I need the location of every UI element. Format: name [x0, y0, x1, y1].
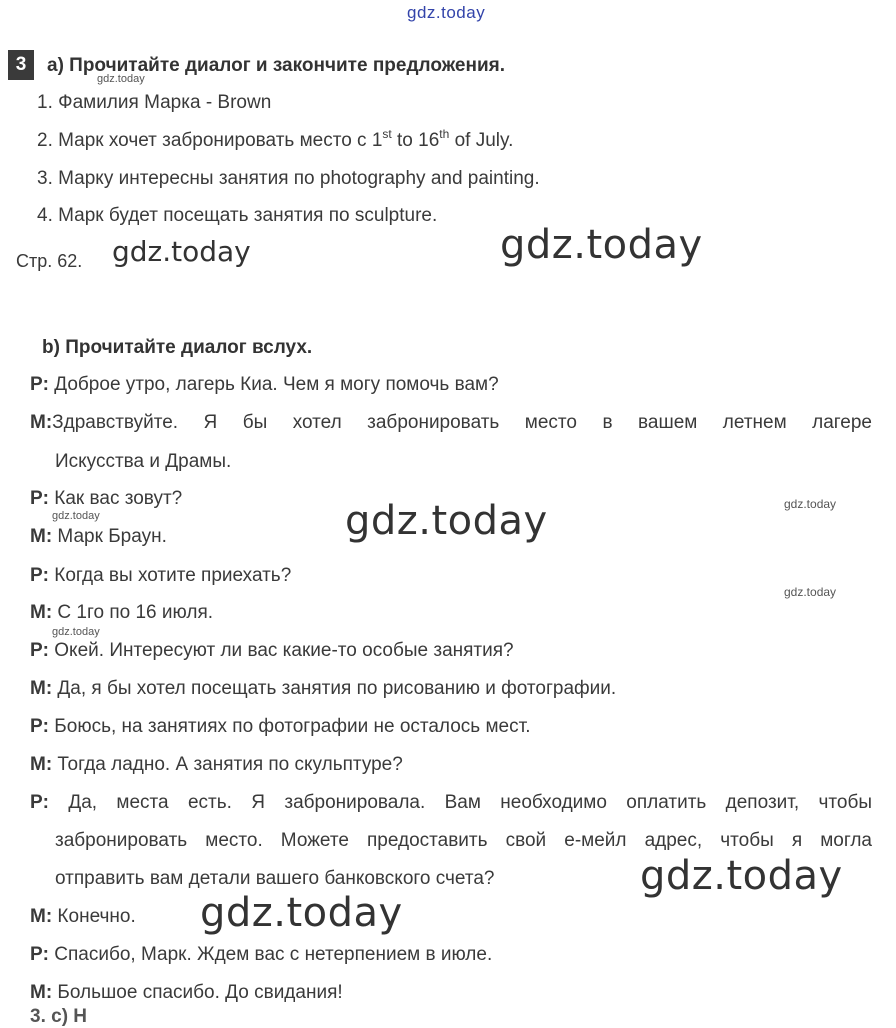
speaker-label: M: [30, 754, 53, 775]
dialogue-text: Тогда ладно. А занятия по скульптуре? [52, 754, 403, 775]
part-b-title: b) Прочитайте диалог вслух. [42, 337, 313, 358]
watermark-big: gdz.today [640, 853, 843, 899]
speaker-label: M: [30, 412, 53, 433]
watermark-small: gdz.today [52, 626, 100, 638]
dialogue-line [30, 716, 531, 738]
list-item-4: 4. Марк будет посещать занятия по sculpture. [37, 205, 438, 226]
dialogue-text: Доброе утро, лагерь Киа. Чем я могу помочь вам? [49, 374, 499, 395]
dialogue-line [30, 565, 291, 587]
speaker-label: P: [30, 944, 49, 965]
dialogue-line [30, 754, 403, 776]
watermark-small: gdz.today [52, 510, 100, 522]
list-item-2 [37, 127, 514, 152]
dialogue-text: Конечно. [52, 906, 136, 927]
dialogue-text: Боюсь, на занятиях по фотографии не осталось мест. [49, 716, 531, 737]
speaker-label: P: [30, 640, 49, 661]
dialogue-text: Здравствуйте. Я бы хотел забронировать место в вашем летнем лагере [52, 412, 872, 433]
watermark-small: gdz.today [784, 497, 837, 511]
dialogue-line [30, 678, 616, 700]
dialogue-line [30, 944, 492, 966]
dialogue-text: Окей. Интересуют ли вас какие-то особые занятия? [49, 640, 514, 661]
page-reference: Стр. 62. [16, 251, 83, 271]
speaker-label: M: [30, 906, 53, 927]
list-item-2-end: of July. [449, 130, 514, 151]
watermark-top: gdz.today [407, 3, 486, 22]
dialogue-text: Когда вы хотите приехать? [49, 565, 292, 586]
dialogue-text: С 1го по 16 июля. [52, 602, 214, 623]
speaker-label: P: [30, 374, 49, 395]
speaker-label: M: [30, 526, 53, 547]
speaker-label: P: [30, 792, 49, 813]
speaker-label: P: [30, 565, 49, 586]
speaker-label: P: [30, 716, 49, 737]
watermark-mid: gdz.today [112, 235, 251, 268]
watermark-big: gdz.today [500, 222, 703, 268]
dialogue-text: Спасибо, Марк. Ждем вас с нетерпением в июле. [49, 944, 493, 965]
dialogue-line [30, 374, 499, 396]
dialogue-line [30, 526, 167, 548]
dialogue-text: Да, я бы хотел посещать занятия по рисованию и фотографии. [52, 678, 617, 699]
dialogue-line [30, 640, 514, 662]
dialogue-line [30, 792, 872, 814]
dialogue-line-continuation: Искусства и Драмы. [55, 451, 232, 472]
dialogue-text: Марк Браун. [52, 526, 167, 547]
dialogue-line [30, 412, 872, 434]
dialogue-line [30, 488, 182, 510]
part-a-title: a) Прочитайте диалог и закончите предложения. [47, 55, 506, 76]
dialogue-line-continuation: забронировать место. Можете предоставить свой е-мейл адрес, чтобы я могла [55, 830, 872, 851]
dialogue-text: Большое спасибо. До свидания! [52, 982, 343, 1003]
dialogue-line [30, 982, 343, 1004]
speaker-label: M: [30, 982, 53, 1003]
watermark-big: gdz.today [200, 890, 403, 936]
list-item-2-mid: to 16 [391, 130, 440, 151]
exercise-number-badge: 3 [8, 50, 34, 80]
dialogue-line-continuation: отправить вам детали вашего банковского счета? [55, 868, 495, 889]
watermark-small: gdz.today [784, 585, 837, 599]
cut-off-text: 3. c) Н [30, 1006, 88, 1027]
watermark-small: gdz.today [97, 73, 145, 85]
dialogue-text: Как вас зовут? [49, 488, 183, 509]
list-item-1: 1. Фамилия Марка - Brown [37, 92, 272, 113]
dialogue-text: Да, места есть. Я забронировала. Вам необходимо оплатить депозит, чтобы [49, 792, 872, 813]
watermark-big: gdz.today [345, 498, 548, 544]
speaker-label: M: [30, 678, 53, 699]
dialogue-line [30, 602, 213, 624]
speaker-label: P: [30, 488, 49, 509]
sup-th: th [439, 127, 450, 141]
cut-off-next-line [30, 1006, 110, 1027]
list-item-3: 3. Марку интересны занятия по photography and painting. [37, 168, 540, 189]
sup-st: st [382, 127, 392, 141]
speaker-label: M: [30, 602, 53, 623]
list-item-2-start: 2. Марк хочет забронировать место с 1 [37, 130, 383, 151]
dialogue-line [30, 906, 136, 928]
